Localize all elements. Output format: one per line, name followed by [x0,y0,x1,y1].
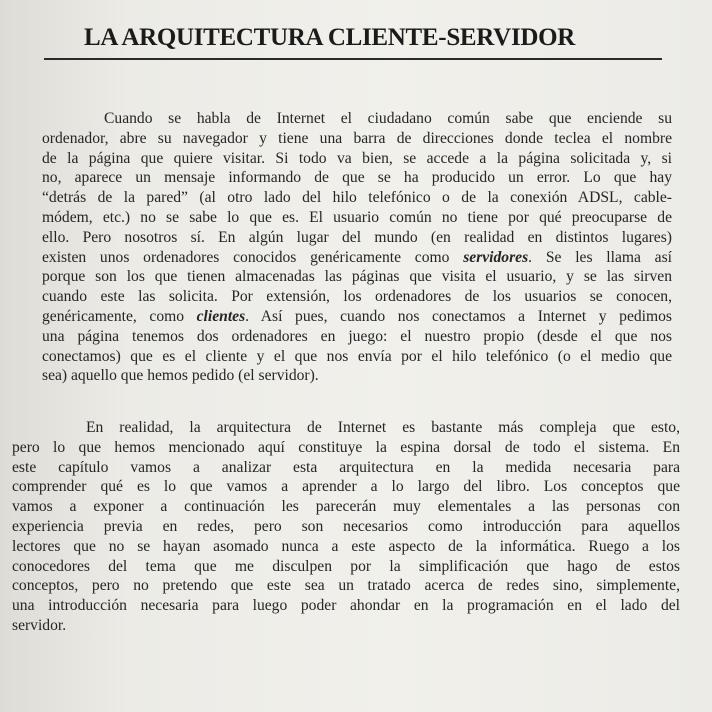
text-line: En realidad, la arquitectura de Internet es bastante más compleja que esto, [86,419,680,436]
paragraph-1 [42,109,672,386]
emphasis-servidores: servidores [463,248,529,266]
emphasis-clientes: clientes [196,307,246,325]
text-line: una introducción necesaria para luego poder ahondar en la programación en el lado del [12,597,680,615]
text-line: “detrás de la pared” (al otro lado del hilo telefónico o de la conexión ADSL, cable- [42,189,672,207]
text-line: experiencia previa en redes, pero son necesarios como introducción para aquellos [12,517,680,535]
text-line: Cuando se habla de Internet el ciudadano común sabe que enciende su [104,110,672,127]
text-line: módem, etc.) no se sabe lo que es. El usuario común no tiene por qué preocuparse de [42,208,672,226]
text-line [42,248,672,268]
text-line [42,307,672,327]
text-line: conceptos, pero no pretendo que este sea un tratado acerca de redes sino, simplemente, [12,577,680,595]
text-line: vamos a exponer a continuación les parecerán muy elementales a las personas con [12,498,680,516]
text-line: sea) aquello que hemos pedido (el servidor). [42,367,319,385]
paragraph-2 [12,418,680,636]
text-run: . Así pues, cuando nos conectamos a Internet y pedimos [245,307,672,325]
text-line: servidor. [12,616,67,634]
text-line: este capítulo vamos a analizar esta arquitectura en la medida necesaria para [12,458,680,476]
text-line: cuando este las solicita. Por extensión, los ordenadores de los usuarios se conocen, [42,288,672,306]
text-line: pero lo que hemos mencionado aquí constituye la espina dorsal de todo el sistema. En [12,438,680,456]
text-line: lectores que no se hayan asomado nunca a este aspecto de la informática. Ruego a los [12,537,680,555]
text-line: comprender qué es lo que vamos a aprender a lo largo del libro. Los conceptos que [12,478,680,496]
text-line: no, aparece un mensaje informando de que se ha producido un error. Lo que hay [42,169,672,187]
text-line: de la página que quiere visitar. Si todo va bien, se accede a la página solicitada y, si [42,149,672,167]
text-run: existen unos ordenadores conocidos genéricamente como [42,248,464,266]
text-run: . Se les llama así [528,248,673,266]
text-line: una página tenemos dos ordenadores en juego: el nuestro propio (desde el que nos [42,327,672,345]
title-underline [44,58,662,60]
text-line: ello. Pero nosotros sí. En algún lugar del mundo (en realidad en distintos lugares) [42,228,672,246]
text-line: conectamos) que es el cliente y el que nos envía por el hilo telefónico (o el medio que [42,347,672,365]
text-run: genéricamente, como [42,307,197,325]
text-line: porque son los que tienen almacenadas las páginas que visita el usuario, y se las sirven [42,268,672,286]
text-line: conocedores del tema que me disculpen por la simplificación que hago de estos [12,557,680,575]
chapter-title: LA ARQUITECTURA CLIENTE-SERVIDOR [84,24,576,51]
text-line: ordenador, abre su navegador y tiene una barra de direcciones donde teclea el nombre [42,129,672,147]
